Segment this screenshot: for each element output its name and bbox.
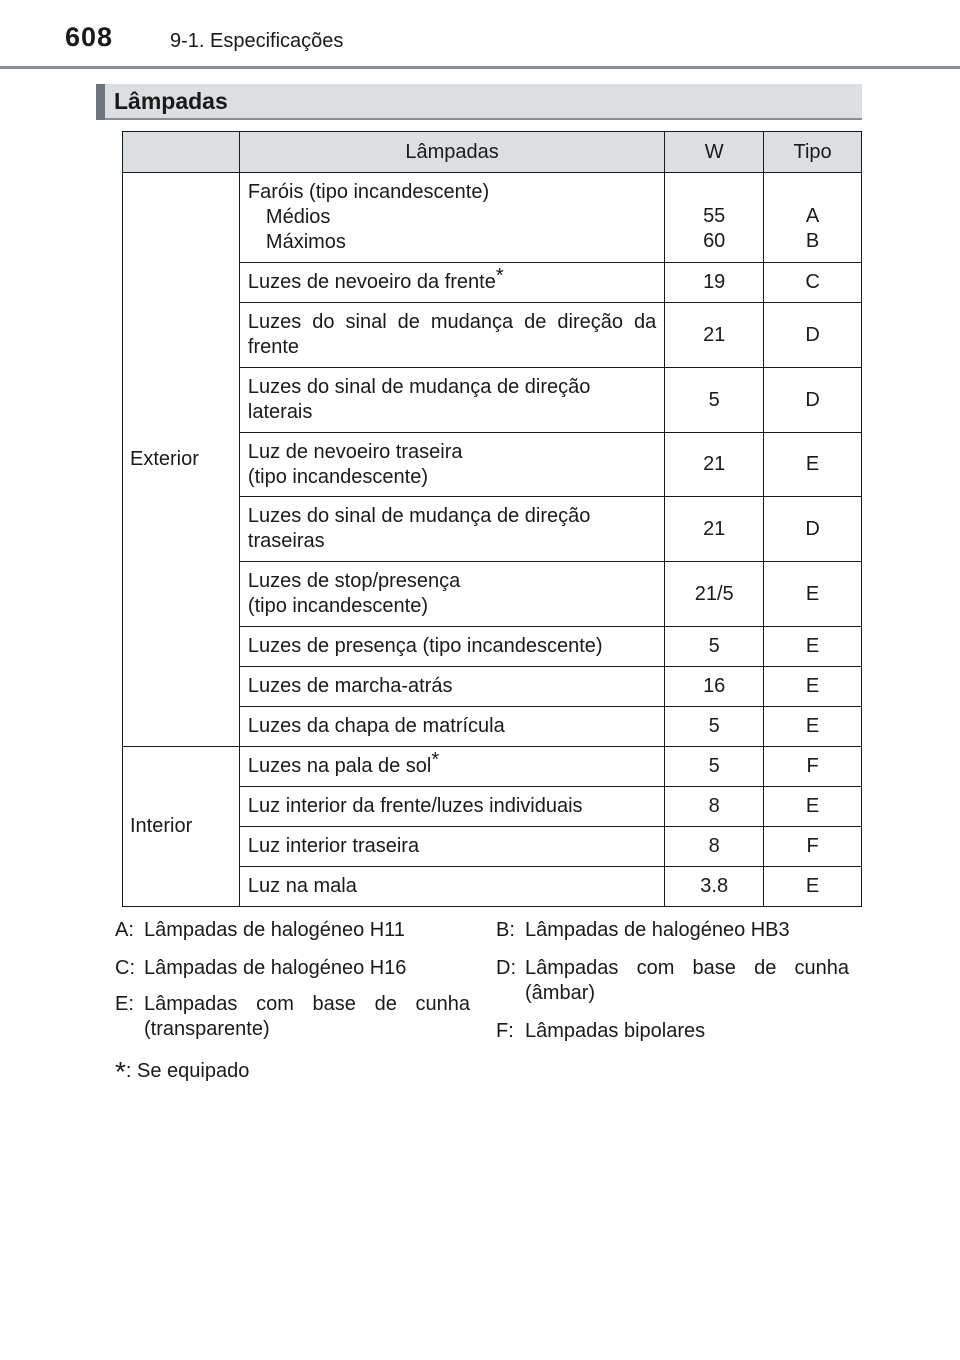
headlights-high-watts: 60: [703, 230, 726, 252]
page-header: [0, 0, 960, 69]
bulb-type: D: [764, 497, 862, 562]
bulb-type: [764, 173, 862, 263]
legend-entry-d: [496, 956, 849, 1006]
bulb-name: [239, 263, 664, 303]
footnote: [115, 1052, 250, 1087]
section-heading-bar: [96, 84, 862, 120]
bulb-name: Luz na mala: [239, 867, 664, 907]
bulbs-table: [122, 131, 862, 907]
page-number: 608: [65, 22, 114, 52]
group-label-exterior: Exterior: [123, 173, 240, 747]
bulb-name-line: Luzes do sinal de mudança de direção: [247, 376, 591, 398]
bulb-watts: 21: [665, 433, 764, 497]
section-heading: Lâmpadas: [114, 88, 228, 114]
legend-key: B:: [496, 919, 515, 941]
bulb-name: Luzes da chapa de matrícula: [239, 707, 664, 747]
equipped-star: *: [495, 265, 504, 288]
legend-entry-f: [496, 1019, 849, 1044]
legend-key: C:: [115, 957, 135, 979]
bulb-type: E: [764, 667, 862, 707]
bulb-type: E: [764, 433, 862, 497]
headlights-high-label: Máximos: [265, 231, 346, 253]
bulb-watts: 16: [665, 667, 764, 707]
bulb-name-line: Luz de nevoeiro traseira: [247, 440, 463, 463]
bulb-name-line: (tipo incandescente): [247, 465, 429, 488]
bulb-watts: 21: [665, 303, 764, 368]
bulb-type: E: [764, 707, 862, 747]
bulb-watts: 19: [665, 263, 764, 303]
legend-entry-c: [115, 956, 470, 981]
equipped-star: *: [431, 749, 440, 772]
footnote-text: : Se equipado: [125, 1060, 250, 1082]
legend-key: D:: [496, 957, 516, 979]
bulb-type: D: [764, 303, 862, 368]
headlights-name: Faróis (tipo incandescente): [247, 181, 490, 203]
bulb-type: E: [764, 627, 862, 667]
legend-key: F:: [496, 1020, 514, 1042]
bulb-type: E: [764, 787, 862, 827]
table-row: [123, 747, 862, 787]
bulb-type: F: [764, 747, 862, 787]
legend-text: Lâmpadas de halogéneo HB3: [525, 919, 790, 941]
bulb-name: [239, 433, 664, 497]
group-label-interior: Interior: [123, 747, 240, 907]
footnote-star: *: [115, 1056, 126, 1087]
bulb-name: [239, 173, 664, 263]
legend-text: Lâmpadas de halogéneo H11: [144, 919, 405, 941]
bulb-name: Luzes de marcha-atrás: [239, 667, 664, 707]
bulb-name-text: Luzes na pala de sol: [247, 755, 432, 777]
headlights-high-type: B: [805, 230, 820, 252]
bulb-watts: 5: [665, 707, 764, 747]
legend-text: Lâmpadas de halogéneo H16: [144, 957, 407, 979]
bulb-type: E: [764, 562, 862, 627]
legend-key: A:: [115, 919, 134, 941]
bulb-watts: 8: [665, 787, 764, 827]
legend-text: Lâmpadas com base de cunha (âmbar): [525, 957, 849, 1004]
bulb-watts: [665, 173, 764, 263]
legend-entry-e: [115, 992, 470, 1042]
bulb-watts: 21: [665, 497, 764, 562]
bulb-name: [239, 562, 664, 627]
table-header-row: [123, 132, 862, 173]
header-type: Tipo: [764, 132, 862, 173]
bulb-type: E: [764, 867, 862, 907]
header-blank-cell: [123, 132, 240, 173]
bulb-watts: 5: [665, 747, 764, 787]
section-accent-mark: [96, 84, 105, 120]
bulb-type: C: [764, 263, 862, 303]
bulb-name-line: (tipo incandescente): [247, 595, 429, 617]
header-watts: W: [665, 132, 764, 173]
chapter-section-title: 9-1. Especificações: [170, 30, 344, 52]
bulb-watts: 5: [665, 627, 764, 667]
bulb-watts: 21/5: [665, 562, 764, 627]
bulb-watts: 5: [665, 368, 764, 433]
bulb-watts: 8: [665, 827, 764, 867]
headlights-low-watts: 55: [703, 205, 726, 227]
bulb-name-text: Luzes de nevoeiro da frente: [247, 271, 496, 293]
bulb-name-line: Luzes de stop/presença: [247, 570, 461, 592]
bulb-name: Luzes do sinal de mudança de direção da frente: [239, 303, 664, 368]
headlights-low-label: Médios: [265, 206, 331, 228]
bulb-name: Luzes de presença (tipo incandescente): [239, 627, 664, 667]
table-row: [123, 173, 862, 263]
bulb-name: [239, 368, 664, 433]
headlights-low-type: A: [805, 205, 820, 227]
legend-text: Lâmpadas bipolares: [525, 1020, 706, 1042]
legend-key: E:: [115, 993, 134, 1015]
bulb-watts: 3.8: [665, 867, 764, 907]
bulb-name-line: Luzes do sinal de mudança de direção: [247, 505, 591, 527]
legend-text: Lâmpadas com base de cunha (transparente): [144, 993, 470, 1040]
legend-entry-a: [115, 918, 470, 943]
bulb-name: Luz interior da frente/luzes individuais: [239, 787, 664, 827]
bulb-name: [239, 747, 664, 787]
legend-entry-b: [496, 918, 849, 943]
bulb-name: Luz interior traseira: [239, 827, 664, 867]
bulb-type: F: [764, 827, 862, 867]
bulb-name: [239, 497, 664, 562]
bulb-name-line: traseiras: [247, 530, 325, 552]
bulb-name-line: laterais: [247, 401, 313, 423]
header-bulbs: Lâmpadas: [239, 132, 664, 173]
bulb-type: D: [764, 368, 862, 433]
